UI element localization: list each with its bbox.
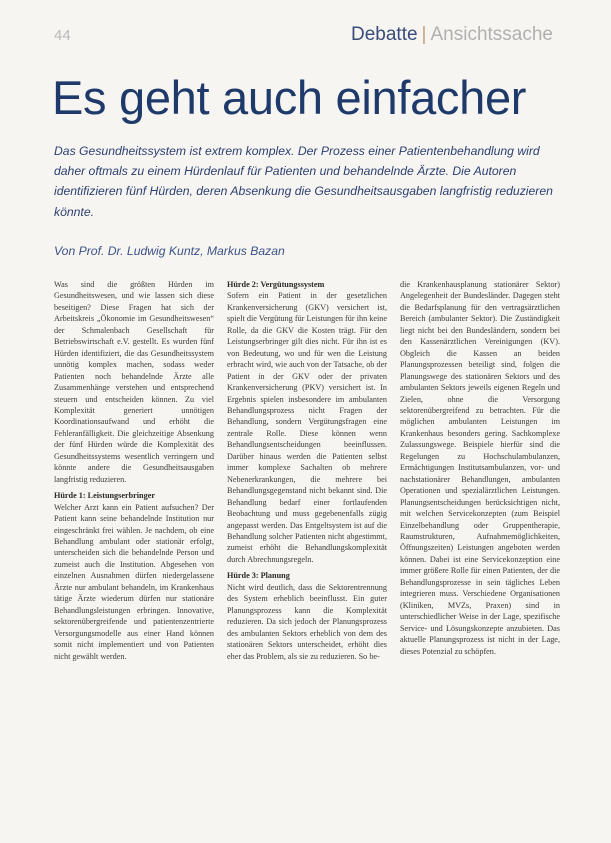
page-number: 44 (54, 27, 71, 44)
hurdle-1-heading: Hürde 1: Leistungserbringer (54, 491, 155, 501)
hurdle-3-heading: Hürde 3: Planung (227, 571, 290, 581)
article-byline: Von Prof. Dr. Ludwig Kuntz, Markus Bazan (54, 244, 285, 258)
body-column-2 (227, 279, 387, 749)
article-body (54, 279, 560, 749)
body-column-3 (400, 279, 560, 749)
article-title: Es geht auch einfacher (52, 71, 527, 124)
subsection-label: Ansichtssache (430, 24, 553, 45)
body-column-1 (54, 279, 214, 749)
section-separator: | (421, 24, 427, 45)
hurdle-2-paragraph: Sofern ein Patient in der gesetzlichen Krankenversicherung (GKV) versichert ist, spielt die Vergütung für Leistungen für ihn keine Rolle, da die GKV die Kosten trägt. Für den Leistungserbringer gilt dies nicht. Für ihn ist es von Bedeutung, wo und für wen die Leistung erbracht wird, wie auch von der Tatsache, ob der Patient in der GKV oder der privaten Krankenversicherung (PKV) versichert ist. In Ergebnis spielen insbesondere im ambulanten Behandlungsprozess nicht Fragen der Behandlung, sondern Vergütungsfragen eine zentrale Rolle. Diese können wenn Behandlungsentscheidungen beeinflussen. Darüber hinaus werden die Patienten selbst immer komplexe Sachalten ob mehrere Nebenerkrankungen, die mehrere bei Behandlungsgegenstand nicht bekannt sind. Die Behandlung bedarf einer fortlaufenden Beobachtung und muss gegebenenfalls zügig angepasst werden. Das Entgeltsystem ist auf die Behandlung solcher Patienten nicht abgestimmt, zumeist erhöht die Behandlungskomplexität durch Abrechnungsregeln. (227, 291, 387, 564)
hurdle-3-paragraph: Nicht wird deutlich, dass die Sektorentrennung des System erheblich beeinflusst. Ein guter Planungsprozess kann die Komplexität reduzieren. Da sich jedoch der Planungsprozess des ambulanten Sektors erheblich von dem des stationären Sektors unterscheidet, erhöht dies eher das Problem, als sie zu reduzieren. So be- (227, 582, 387, 661)
intro-paragraph: Was sind die größten Hürden im Gesundheitswesen, und wie lassen sich diese beseitigen? Diese Fragen hat sich der Arbeitskreis „Ökonomie im Gesundheitswesen“ der Schmalenbach Gesellschaft für Betriebswirtschaft e.V. gestellt. Es wurden fünf Hürden identifiziert, die das Gesundheitssystem unnötig komplex machen, sodass weder Patienten noch behandelnde Ärzte alle Zusammenhänge verstehen und entsprechend steuern und entscheiden können. Zu viel Komplexität generiert unnötigen Koordinationsaufwand und erhöht die Fehleranfälligkeit. Die gleichzeitige Absenkung der fünf Hürden würde die Komplexität des Gesundheitssystems wesentlich verringern und könnte andere die Gesundheitsausgaben langfristig reduzieren. (54, 280, 214, 484)
hurdle-3-continued-paragraph: die Krankenhausplanung stationärer Sektor) Angelegenheit der Bundesländer. Dagegen steht die Bedarfsplanung für den vertragsärztlichen Bereich (ambulanter Sektor). Die Zuständigkeit liegt nicht bei den Bundesländern, sondern bei den Kassenärztlichen Vereinigungen (KV). Obgleich die Kassen an beiden Planungsprozessen beteiligt sind, folgen die Planungswege des stationären Sektors und des ambulanten Sektors jeweils eigenen Regeln und Zielen, ohne die Versorgung sektorenübergreifend zu betrachten. Für die möglichen ambulanten Leistungen im Krankenhaus besonders gering. Sachkomplexe Zulassungswege. Beispiele hierfür sind die Regelungen zu Hochschulambulanzen, Ermächtigungen Institutsambulanzen, vor- und nachstationärer Behandlungen, ambulanten Operationen und spezialärztlichen Leistungen. Planungsentscheidungen berücksichtigen nicht, mit welchen Servicekonzepten (zum Beispiel Einzelbehandlung oder Gruppentherapie, Raumstrukturen, Aufnahmemöglichkeiten, Öffnungszeiten) Leistungen angeboten werden können. Dabei ist eine Servicekonzeption eine immer größere Rolle für einen Patienten, der die Behandlungsprozesse in sein tägliches Leben integrieren muss. Verschiedene Organisationen (Kliniken, MVZs, Praxen) sind in unterschiedlicher Weise in der Lage, spezifische Service- und Lösungskonzepte anzubieten. Das aktuelle Planungsprozess ist nicht in der Lage, dieses Potenzial zu schöpfen. (400, 280, 560, 656)
hurdle-1-paragraph: Welcher Arzt kann ein Patient aufsuchen? Der Patient kann seine behandelnde Institution nur eingeschränkt frei wählen. Je nachdem, ob eine Behandlung ambulant oder stationär erfolgt, unterscheiden sich die behandelnde Person und zumeist auch die Institution. Abgesehen von einzelnen Ausnahmen dürfen niedergelassene Ärzte nur ambulant behandeln, im Krankenhaus tätige Ärzte wiederum dürfen nur stationäre Behandlungsleistungen erbringen. Innovative, sektorenübergreifende und patientenzentrierte Versorgungsmodelle aus einer Hand können somit nicht implementiert und von Patienten nicht gewählt werden. (54, 502, 214, 661)
article-lead: Das Gesundheitssystem ist extrem komplex. Der Prozess einer Patientenbehandlung wird daher oftmals zu einem Hürdenlauf für Patienten und behandelnde Ärzte. Die Autoren identifizieren fünf Hürden, deren Absenkung die Gesundheitsausgaben langfristig reduzieren könnte. (54, 144, 553, 219)
hurdle-2-heading: Hürde 2: Vergütungssystem (227, 280, 325, 289)
section-label: Debatte (351, 24, 418, 45)
section-header (351, 24, 553, 46)
